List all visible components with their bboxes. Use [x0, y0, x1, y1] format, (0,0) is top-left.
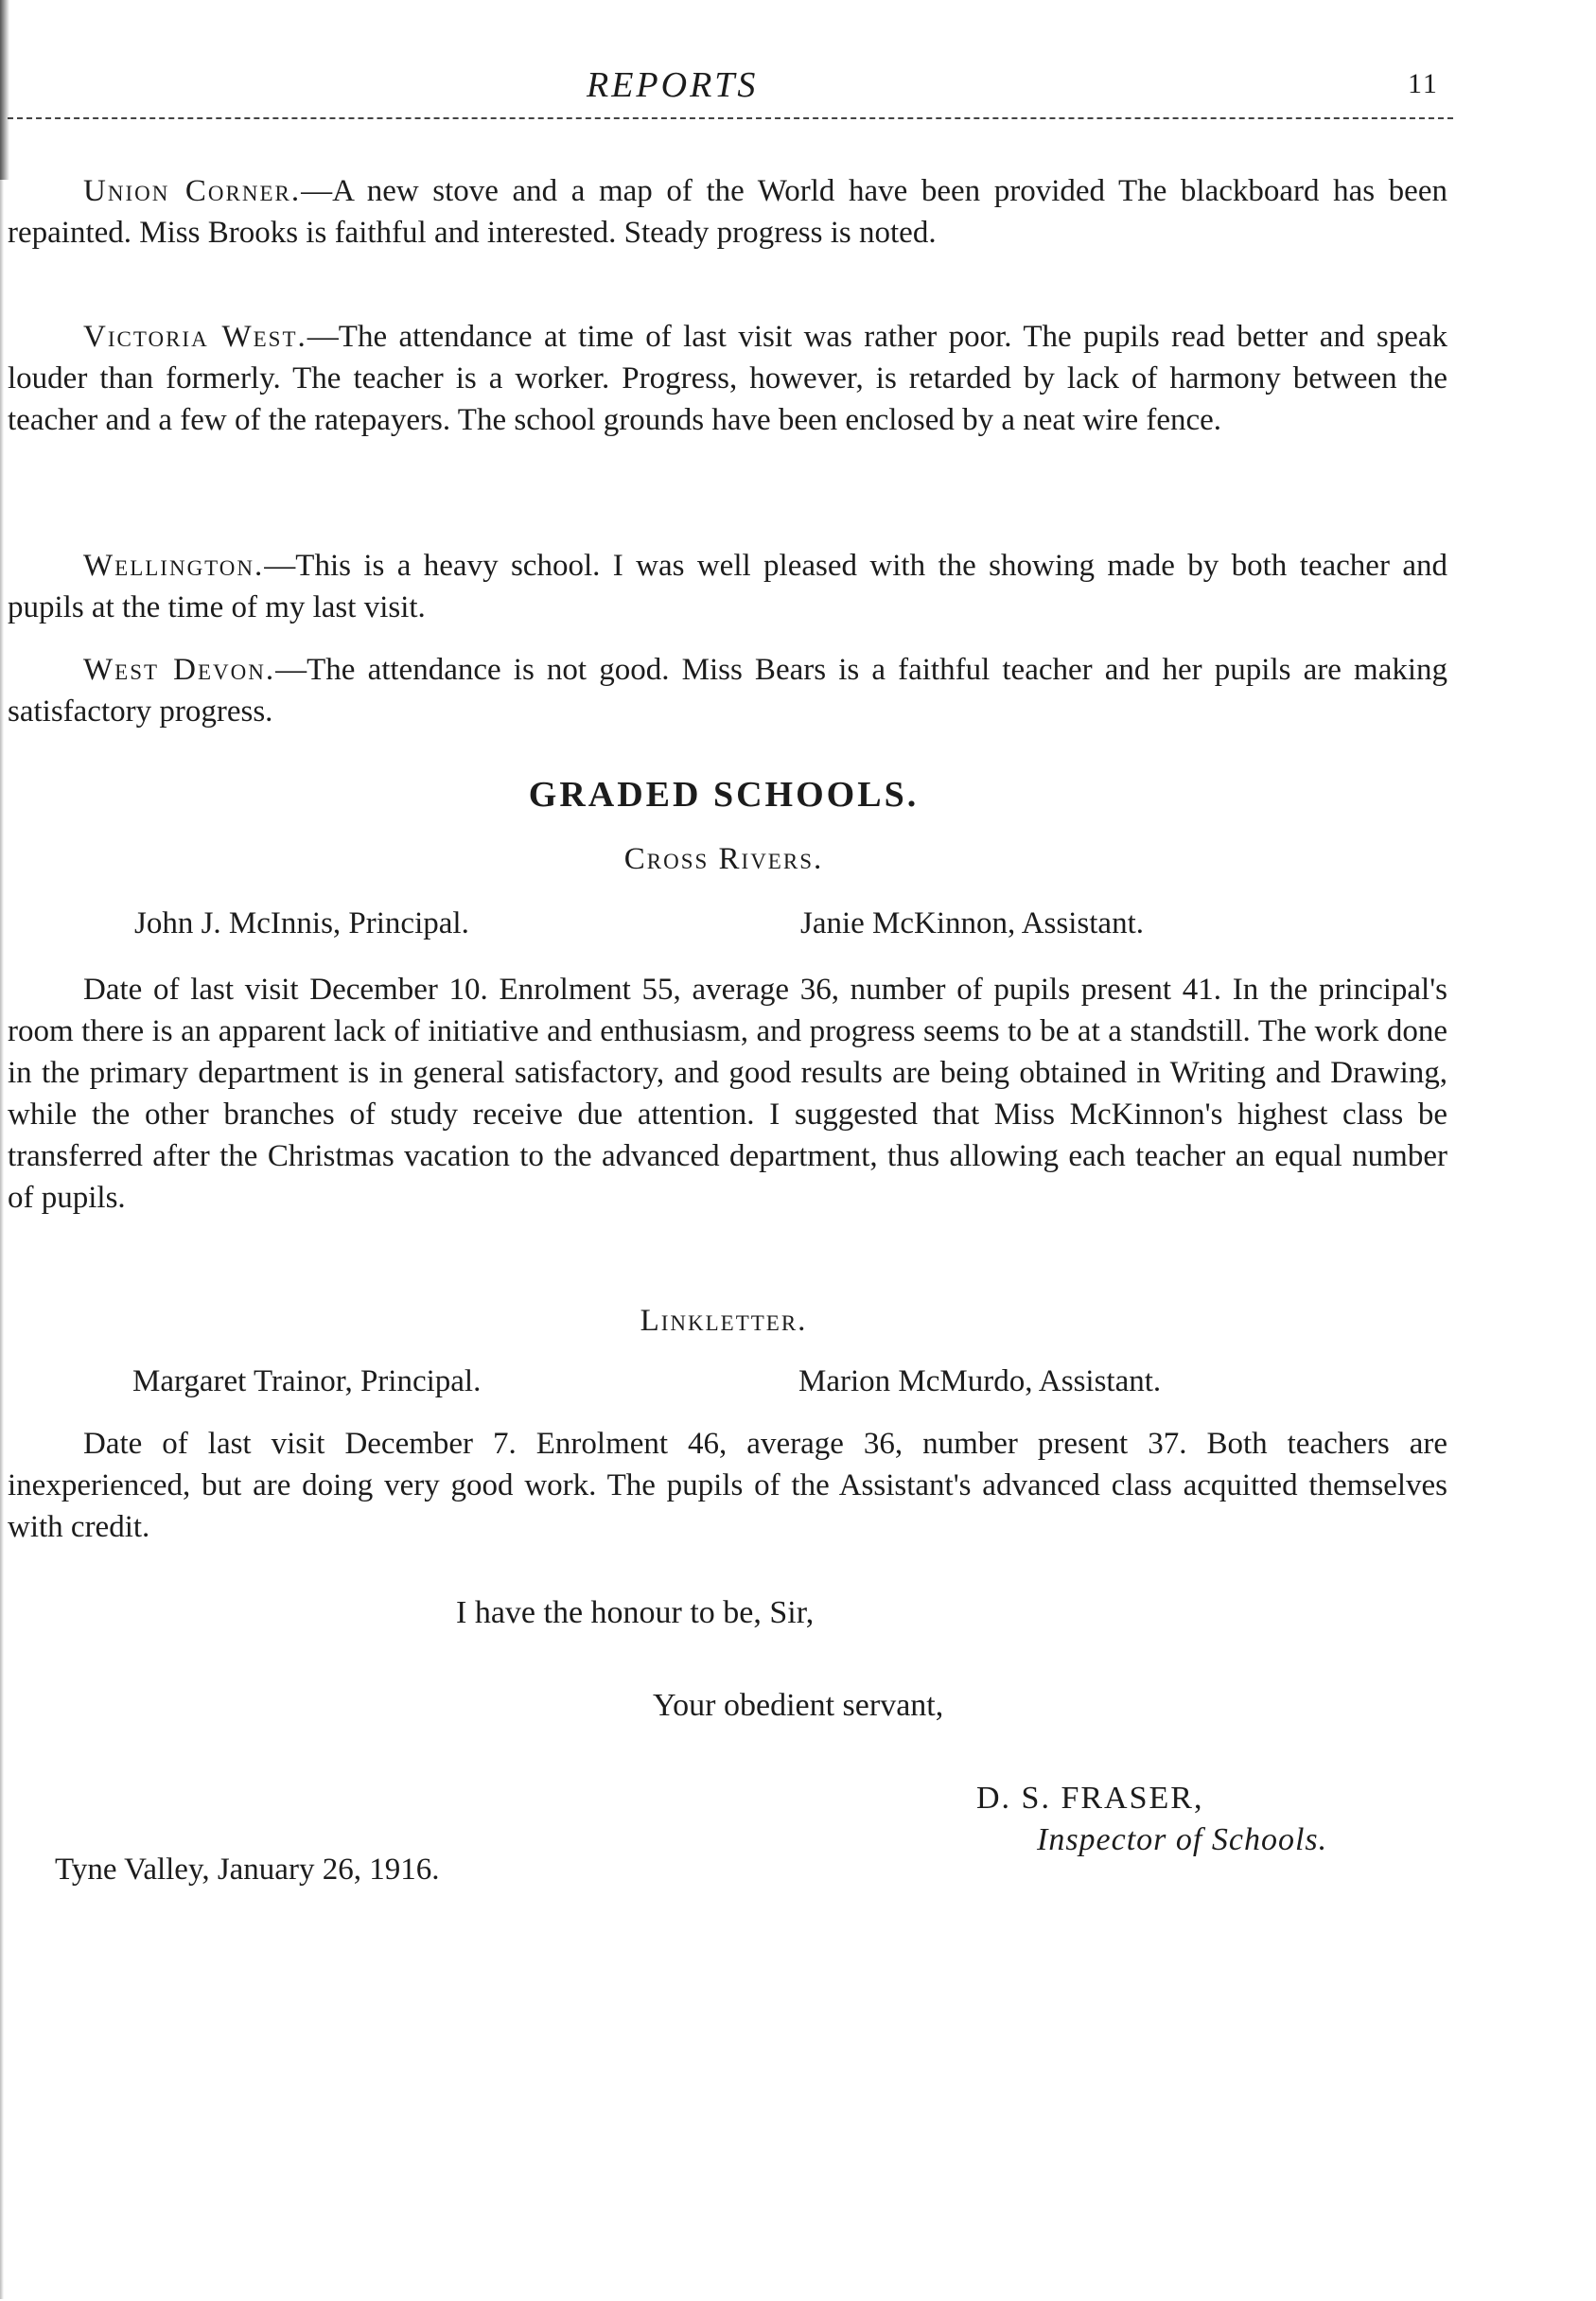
report-wellington — [8, 545, 1447, 628]
school-name: West Devon. — [83, 653, 276, 687]
dateline: Tyne Valley, January 26, 1916. — [55, 1853, 440, 1887]
principal-name: John J. McInnis, Principal. — [134, 906, 469, 940]
page-number: 11 — [1408, 68, 1439, 99]
assistant-name: Janie McKinnon, Assistant. — [800, 906, 1144, 940]
school-name: Wellington. — [83, 549, 265, 583]
section-heading-graded: GRADED SCHOOLS. — [528, 775, 920, 815]
report-cross-rivers — [8, 969, 1447, 1219]
school-name: Victoria West. — [83, 320, 307, 354]
running-header — [0, 64, 1596, 112]
signature-title: Inspector of Schools. — [1037, 1822, 1328, 1857]
signature-name: D. S. FRASER, — [976, 1781, 1204, 1816]
report-union-corner — [8, 170, 1447, 254]
report-text: —The attendance is not good. Miss Bears is a faithful teacher and her pupils are making satisfactory progress. — [8, 653, 1448, 729]
report-west-devon — [8, 649, 1447, 732]
running-title: REPORTS — [587, 65, 759, 105]
closing-honour: I have the honour to be, Sir, — [456, 1595, 815, 1630]
closing-servant: Your obedient servant, — [653, 1688, 944, 1723]
report-text: —A new stove and a map of the World have been provided The blackboard has been repainted. Miss Brooks is faithful and interested. Steady progress is noted. — [8, 174, 1447, 250]
report-text: —This is a heavy school. I was well pleased with the showing made by both teacher and pupils at the time of my last visit. — [8, 549, 1447, 624]
principal-name: Margaret Trainor, Principal. — [132, 1364, 482, 1398]
report-text: Date of last visit December 7. Enrolment 46, average 36, number present 37. Both teachers are inexperienced, but are doing very good work. The pupils of the Assistant's advanced class acquitted themselves with credit. — [8, 1427, 1447, 1544]
school-name: Union Corner. — [83, 174, 302, 208]
school-heading-linkletter: Linkletter. — [640, 1304, 808, 1338]
school-heading-cross-rivers: Cross Rivers. — [623, 842, 824, 876]
report-victoria-west — [8, 316, 1447, 441]
binding-edge — [0, 180, 4, 2299]
report-text: Date of last visit December 10. Enrolment 55, average 36, number of pupils present 41. In the principal's room there is an apparent lack of initiative and enthusiasm, and progress seems to be at a standstill. The work done in the primary department is in general satisfactory, and good results are being obtained in Writing and Drawing, while the other branches of study receive due attention. I suggested that Miss McKinnon's highest class be transferred after the Christmas vacation to the advanced department, thus allowing each teacher an equal number of pupils. — [8, 973, 1447, 1215]
report-text: —The attendance at time of last visit was rather poor. The pupils read better and speak louder than formerly. The teacher is a worker. Progress, however, is retarded by lack of harmony between the teacher and a few of the ratepayers. The school grounds have been enclosed by a neat wire fence. — [8, 320, 1447, 437]
report-linkletter — [8, 1423, 1447, 1548]
assistant-name: Marion McMurdo, Assistant. — [798, 1364, 1162, 1398]
header-rule — [8, 117, 1453, 119]
